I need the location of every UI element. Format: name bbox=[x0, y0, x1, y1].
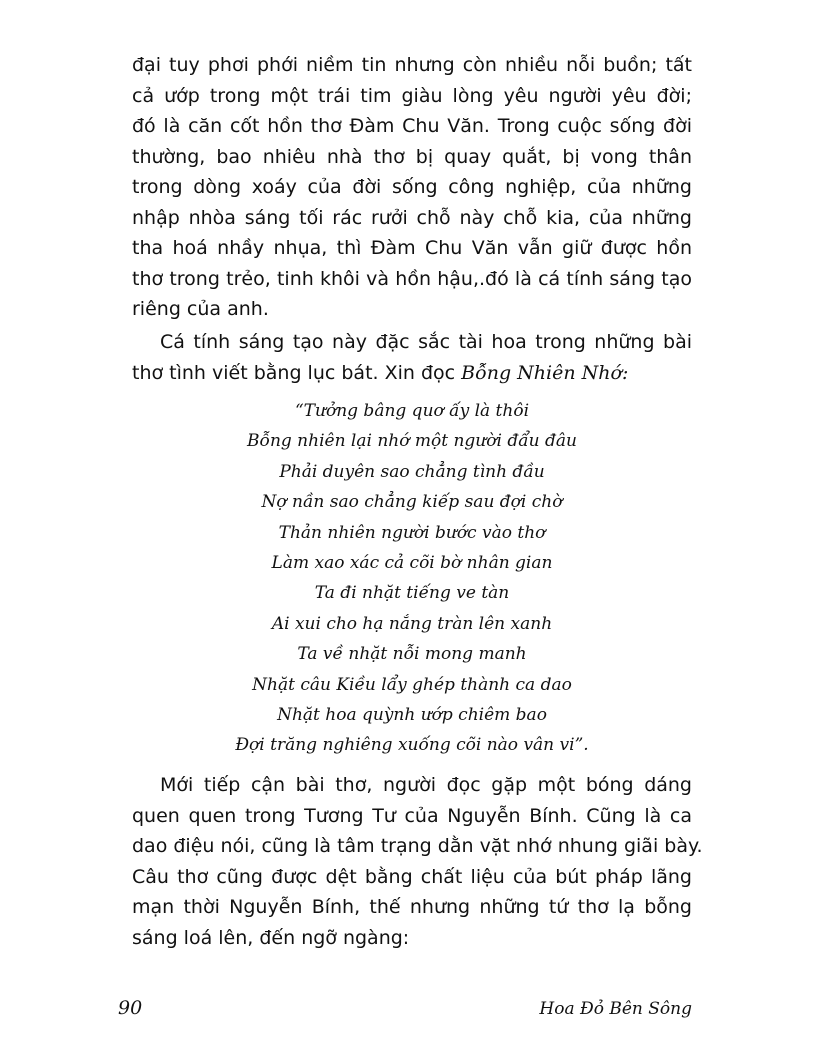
poem-verse: Thản nhiên người bước vào thơ bbox=[278, 522, 546, 543]
paragraph-3-line: dao điệu nói, cũng là tâm trạng dằn vặt nhớ nhung giãi bày. bbox=[132, 835, 703, 857]
poem-verse: Ta đi nhặt tiếng ve tàn bbox=[314, 583, 510, 604]
paragraph-2-line: Cá tính sáng tạo này đặc sắc tài hoa trong những bài bbox=[160, 331, 692, 353]
paragraph-3-line: Mới tiếp cận bài thơ, người đọc gặp một bóng dáng bbox=[160, 774, 692, 796]
poem-verse: Ta về nhặt nỗi mong manh bbox=[297, 644, 527, 665]
poem-verse: Bỗng nhiên lại nhớ một người đẩu đâu bbox=[247, 431, 577, 452]
paragraph-1-line: cả ướp trong một trái tim giàu lòng yêu người yêu đời; bbox=[132, 84, 692, 107]
paragraph-3-line: quen quen trong Tương Tư của Nguyễn Bính. Cũng là ca bbox=[132, 804, 692, 827]
paragraph-1-line: đó là căn cốt hồn thơ Đàm Chu Văn. Trong cuộc sống đời bbox=[132, 115, 692, 137]
paragraph-1-line: thường, bao nhiêu nhà thơ bị quay quắt, bị vong thân bbox=[132, 145, 692, 168]
page-number: 90 bbox=[118, 997, 143, 1019]
paragraph-3-line: mạn thời Nguyễn Bính, thế nhưng những tứ thơ lạ bỗng bbox=[132, 896, 692, 918]
paragraph-3 bbox=[132, 770, 703, 953]
paragraph-3-line: Câu thơ cũng được dệt bằng chất liệu của bút pháp lãng bbox=[132, 865, 692, 888]
poem-verse: Nhặt hoa quỳnh ướp chiêm bao bbox=[277, 705, 547, 726]
poem-title: Bỗng Nhiên Nhớ: bbox=[461, 361, 629, 384]
paragraph-1-line: nhập nhòa sáng tối rác rưởi chỗ này chỗ kia, của những bbox=[132, 206, 692, 229]
paragraph-2-line bbox=[132, 358, 692, 389]
poem-verse: Phải duyên sao chẳng tình đầu bbox=[279, 461, 545, 482]
poem-verse: Ai xui cho hạ nắng tràn lên xanh bbox=[271, 613, 553, 634]
paragraph-1-line: đại tuy phơi phới niềm tin nhưng còn nhiều nỗi buồn; tất bbox=[132, 54, 692, 76]
poem-verse: “Tưởng bâng quơ ấy là thôi bbox=[294, 401, 530, 421]
paragraph-1-line: trong dòng xoáy của đời sống công nghiệp, của những bbox=[132, 176, 692, 198]
paragraph-1-line: riêng của anh. bbox=[132, 298, 269, 320]
paragraph-2 bbox=[132, 327, 692, 388]
poem-verse: Làm xao xác cả cõi bờ nhân gian bbox=[271, 553, 553, 574]
poem-verse: Đợi trăng nghiêng xuống cõi nào vân vi”. bbox=[235, 735, 589, 756]
paragraph-1-line: tha hoá nhầy nhụa, thì Đàm Chu Văn vẫn giữ được hồn bbox=[132, 237, 692, 259]
running-footer-title: Hoa Đỏ Bên Sông bbox=[539, 999, 692, 1019]
poem bbox=[132, 396, 692, 761]
poem-verse: Nợ nần sao chẳng kiếp sau đợi chờ bbox=[261, 492, 563, 513]
paragraph-1-line: thơ trong trẻo, tinh khôi và hồn hậu,.đó là cá tính sáng tạo bbox=[132, 267, 692, 290]
paragraph-3-line: sáng loá lên, đến ngỡ ngàng: bbox=[132, 926, 410, 949]
paragraph-2-text: thơ tình viết bằng lục bát. Xin đọc bbox=[132, 361, 462, 384]
poem-verse: Nhặt câu Kiều lẩy ghép thành ca dao bbox=[252, 674, 572, 695]
paragraph-1 bbox=[132, 50, 692, 325]
